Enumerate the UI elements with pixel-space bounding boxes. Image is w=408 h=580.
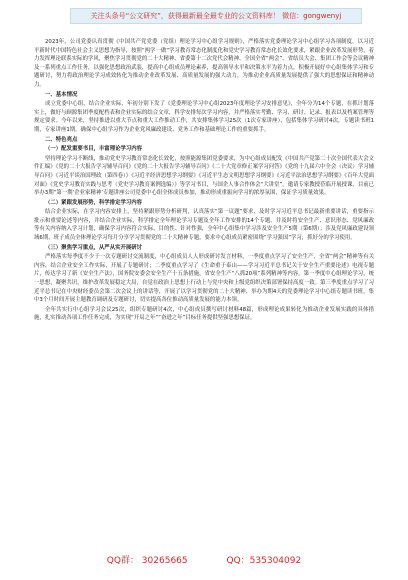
- paragraph: 2023年，公司党委认真贯彻《中国共产党党委（党组）理论学习中心组学习规则》，严格落实党委理论学习中心组学习各项制度，以习近平新时代中国特色社会主义思想为指导，按照“两学一做”学习教育常态化制度化和党史学习教育常态化长效化要求，紧跟企业改革发展形势，着力发挥理论联系实际的学风，聚焦学习贯彻党的二十大精神、省委第十二次党代会精神、全国全省“两会”、省结员大会、集团工作会等会议精神及一系列重点工作任务，以强化思想政治武装，提高中心组成员理论素养，提高领导水平和决策水平为着力点，积极开展好中心组集体学习和专题研讨，努力将政治理论学习成效转化为推动企业改革发展、高质量发展的强大动力，为推动企业高质量发展提供了强大的思想保证和精神动力。: [34, 39, 374, 88]
- section-heading: （二）紧跟发展形势，科学排定学习内容: [45, 199, 143, 206]
- section-heading: 二、特色亮点: [45, 136, 78, 143]
- document-body: [34, 38, 374, 543]
- paragraph: 严格落实每季度不少于一次专题研讨交流制度，中心组成员人人形成研讨发言材料，一季度重点学习了安全生产，全省“两会”精神等有关内容，结合企业安全工作实际，开展了专题研讨；二季度重点学习了《生命重于泰山——学习习近平总书记关于安全生产重要论述》电视专题片，传达学习了新《安全生产法》，国务院安委会安全生产十五条措施，省安全生产“八抓20项”系列精神等内容。第一季度中心组理论学习，统一思想，凝聚共识，维护改革发展稳定大局，自觉在政治上思想上行动上与党中央和上级党组织决策部署保持高度一致。第三季度重点学习了习近平总书记在中央财经委员会第二次会议上的讲话等，开展了以学习贯彻党的二十大精神、举办为期4天的党委理论学习中心组专题读书班，集中3个月时间开展主题教育调研及专题研讨，切实提高各位推动高质量发展的能力本领。: [34, 254, 374, 304]
- section-heading: （三）聚焦学习重点，从严从实开展研讨: [45, 244, 143, 251]
- paragraph: 成立党委中心组，结合企业实际，年初分别下发了《党委理论学习中心组2023年度理论学习安排意见》，全年分为14个专题，在抓计划落实上，做好与顾源集团季度配档表和企业实际的结合文章，科学安排每次学习内容，并严格落实考勤、学习、研讨、记录、报表以及档案管理等规定要求。今年以来，坚持推进以重大节点和重大工作推动工作，共安排集体学习25次（1次专家讲座），包括集体学习研讨4次，专题读书班1期，专家讲座1期，确保中心组学习作为企业党风廉政建设、党务工作和基础理论工作的重要抓手。: [34, 101, 374, 133]
- footer-contact: [0, 552, 408, 570]
- paragraph: 结合企业实际，在学习内容安排上，坚持紧跟形势分析研判，认真落实“第一议题”要求，及时学习习近平总书记最新重要讲话，重要指示批示和重要论述等内容，并结合企业实际，科学排定全年理论学习专题及全年工作安排的14个专题。并及时将安全生产、意识形态、党风廉政等有关内容纳入学习计划，确保学习内容符合实际、目的性、针对性强，全年中心组集中学习涉及安全生产5期（第6期）；涉及党风廉政建设领域6期，班子成员全体理论学习每月分享学习贯彻党的二十大精神专题，要求中心组成员紧密围绕“学习强国”学习，抓好分的学习使用。: [34, 209, 374, 242]
- section-heading: （一）配发重要书目，丰富理论学习内容: [45, 146, 143, 153]
- paragraph: 全年共实行中心组学习会议25次，组织专题研讨4次，中心组成员撰写研讨材料48篇，形成理论成果转化为推动企业发展实践的具体措施，扎实推动各项工作任务完成，为实现“开局之年”“奋进之年”目标任务提供坚强思想保证。: [34, 306, 374, 322]
- section-heading: 一、基本情况: [45, 91, 78, 98]
- paragraph: 坚持理论学习不断线，推动党史学习教育常态化长效化，按照能源集团党委要求，为中心组成员配发《中国共产党第二十次全国代表大会文件汇编》《党的二十大报告学习辅导百问》《党的二十大报告学习辅导百问》《二十大党章修正案学习问答》《党的十九届六中全会（决议）学习辅导百问》《习近平谈治国理政（第四卷）》《习近平经济思想学习纲要》《习近平生态文明思想学习纲要》《习近平法治思想学习纲要》《百年大党面对面》《党史学习教育实践与思考（党史学习教育案例选编）》等学习书目，与国企人事合作体会“大讲堂”，邀请专家教授莅临开展授课，目前已举办3期“第一期‘企业家精神’专题讲座公司党委中心组全体成员参加，推动形成重振向学习的浓厚氛围，保证学习质量效果。: [34, 155, 374, 197]
- qq-number-label: QQ：535304092: [226, 556, 302, 566]
- qq-group-label: QQ群： 30265665: [106, 556, 188, 566]
- banner-text: 关注头条号“公文研究”，获得最新最全最专业的公文资料库！ 微信：gongwenyj: [90, 12, 342, 20]
- header-banner: [70, 8, 362, 24]
